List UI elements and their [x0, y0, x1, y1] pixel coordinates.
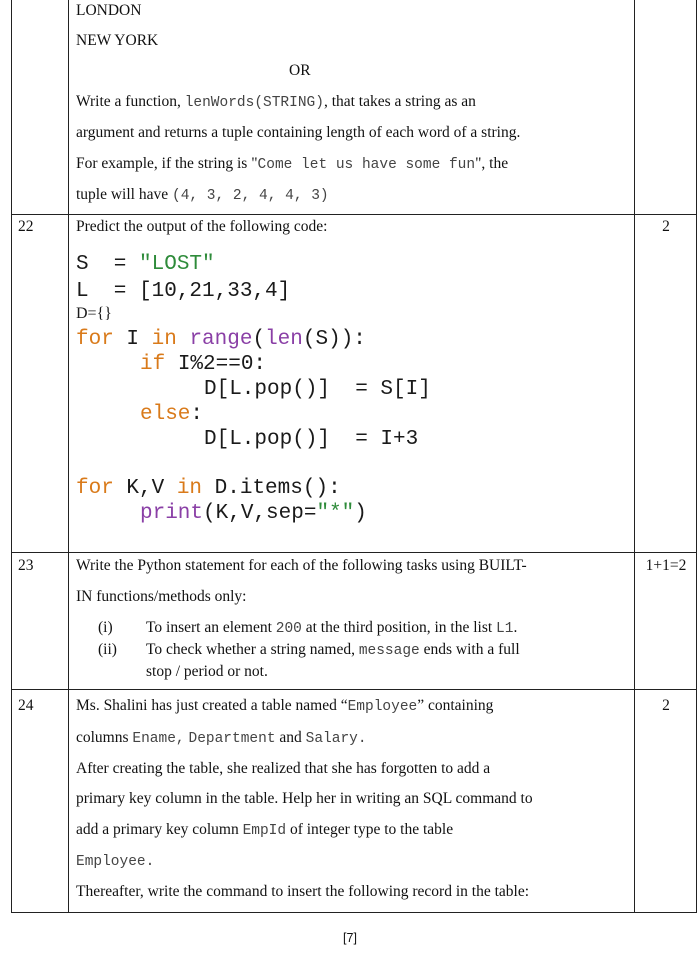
q21-city-london: LONDON	[76, 2, 142, 19]
q23-line1: Write the Python statement for each of the following tasks using BUILT-	[76, 557, 527, 574]
code-line-if: if I%2==0:	[140, 353, 267, 376]
row-divider-22	[12, 214, 696, 215]
question-table	[11, 0, 697, 913]
page-number: [7]	[343, 931, 357, 945]
q24-marks: 2	[662, 697, 670, 714]
q23-item-ii: To check whether a string named, message ends with a full	[146, 641, 520, 659]
q22-prompt: Predict the output of the following code:	[76, 218, 328, 235]
column-divider-marks	[634, 0, 635, 912]
q21-city-newyork: NEW YORK	[76, 32, 159, 49]
q24-line6: Employee.	[76, 854, 155, 870]
q24-line4: primary key column in the table. Help her in writing an SQL command to	[76, 790, 533, 807]
q22-marks: 2	[662, 218, 670, 235]
code-line-d: D={}	[76, 305, 112, 322]
q21-line4: tuple will have (4, 3, 2, 4, 4, 3)	[76, 186, 329, 204]
code-line-else: else:	[140, 403, 204, 426]
code-line-print: print(K,V,sep="*")	[140, 502, 367, 525]
code-line-s: S = "LOST"	[76, 253, 215, 276]
q21-line2: argument and returns a tuple containing length of each word of a string.	[76, 124, 521, 141]
q21-or: OR	[289, 62, 311, 79]
code-line-l: L = [10,21,33,4]	[76, 280, 291, 303]
q24-line5: add a primary key column EmpId of integer type to the table	[76, 821, 454, 839]
q22-number: 22	[18, 218, 34, 235]
q23-marks: 1+1=2	[645, 557, 687, 574]
q23-item-i: To insert an element 200 at the third position, in the list L1.	[146, 619, 518, 637]
column-divider-number	[68, 0, 69, 912]
q24-number: 24	[18, 697, 34, 714]
code-line-for2: for K,V in D.items():	[76, 477, 341, 500]
code-line-assign2: D[L.pop()] = I+3	[204, 428, 419, 451]
row-divider-23	[12, 552, 696, 553]
q23-item-i-label: (i)	[98, 619, 113, 636]
q23-item-ii-label: (ii)	[98, 641, 117, 658]
q21-line3: For example, if the string is "Come let us have some fun", the	[76, 155, 509, 173]
q23-item-ii-cont: stop / period or not.	[146, 663, 268, 680]
q23-number: 23	[18, 557, 34, 574]
row-divider-24	[12, 689, 696, 690]
q24-line1: Ms. Shalini has just created a table named “Employee” containing	[76, 697, 494, 715]
q21-line1: Write a function, lenWords(STRING), that takes a string as an	[76, 93, 476, 111]
code-line-for: for I in range(len(S)):	[76, 328, 366, 351]
q24-line2: columns Ename, Department and Salary.	[76, 729, 367, 747]
q23-line2: IN functions/methods only:	[76, 588, 247, 605]
code-line-assign1: D[L.pop()] = S[I]	[204, 378, 431, 401]
q24-line3: After creating the table, she realized that she has forgotten to add a	[76, 760, 491, 777]
q24-line7: Thereafter, write the command to insert the following record in the table:	[76, 883, 530, 900]
